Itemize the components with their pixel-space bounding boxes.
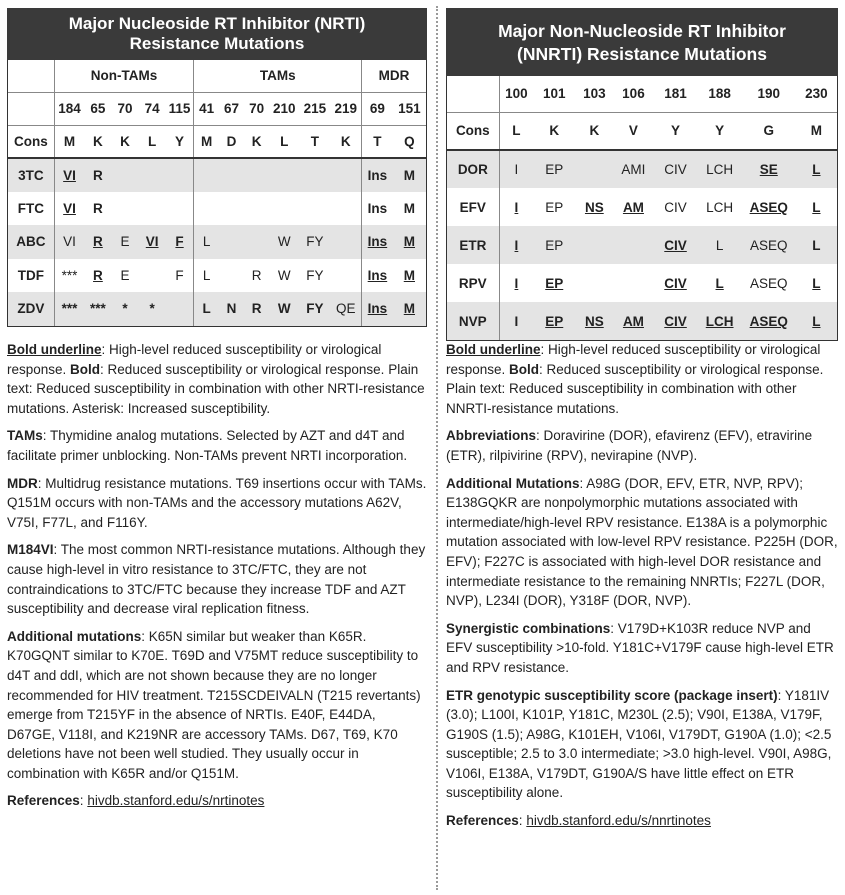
mutation-cell [330, 192, 361, 226]
mutation-cell [299, 158, 330, 192]
cons-cell: Q [393, 125, 426, 158]
position-header: 67 [219, 92, 244, 125]
mutation-cell: ASEQ [742, 302, 796, 340]
nrti-section [7, 8, 427, 809]
mutation-cell: VI [139, 225, 166, 259]
cons-cell: K [533, 112, 575, 150]
mutation-cell: M [393, 225, 426, 259]
mutation-cell: E [111, 225, 138, 259]
mutation-cell: FY [299, 292, 330, 326]
mutation-cell: FY [299, 225, 330, 259]
mutation-cell: CIV [653, 226, 697, 264]
mutation-cell [219, 225, 244, 259]
position-header: 106 [613, 76, 653, 112]
mutation-cell: R [84, 225, 111, 259]
mutation-cell: R [84, 158, 111, 192]
mutation-cell: L [194, 225, 219, 259]
mutation-cell [613, 264, 653, 302]
mutation-cell: R [251, 267, 262, 283]
mutation-cell [139, 259, 166, 293]
mutation-cell: * [139, 292, 166, 326]
cons-cell: V [613, 112, 653, 150]
mutation-cell [166, 192, 194, 226]
mutation-cell: ASEQ [742, 226, 796, 264]
cons-cell: K [330, 125, 361, 158]
table-row [8, 192, 426, 226]
synergistic-paragraph: Synergistic combinations: V179D+K103R reduce NVP and EFV susceptibility >10-fold. Y181C+V179F cause high-level ETR and RPV resistance. [446, 620, 834, 675]
position-header: 184 [54, 92, 84, 125]
mutation-cell [166, 158, 194, 192]
etr-score-paragraph: ETR genotypic susceptibility score (package insert): Y181IV (3.0); L100I, K101P, Y181C, M230L (2.5); V90I, E138A, V179F, G190S (1.5); A98G, K101EH, V106I, V179DT, G190A (1.0); <2.5 susceptible; 2.5 to 3.0 intermediate; >3.0 high-level. V90I, A98G, V106I, E138A, V179DT, G190A/S have little effect on ETR susceptibility alone. [446, 687, 832, 801]
mutation-cell: LCH [698, 150, 742, 188]
mutation-cell: L [202, 267, 211, 283]
m184vi-paragraph: M184VI: The most common NRTI-resistance mutations. Although they cause high-level in vitro resistance to 3TC/FTC, they are not contraindications to 3TC/FTC because they increase TDF and AZT susceptibility and decrease viral replication fitness. [7, 542, 426, 617]
position-header: 65 [84, 92, 111, 125]
position-header: 230 [796, 76, 837, 112]
mutation-cell: W [269, 292, 299, 326]
position-header: 215 [299, 92, 330, 125]
nnrti-title [446, 8, 838, 76]
mutation-cell: L [796, 302, 837, 340]
cons-cell: Y [698, 112, 742, 150]
cons-cell: K [244, 125, 269, 158]
mutation-cell: M [393, 158, 426, 192]
mutation-cell: I [514, 199, 519, 215]
drug-label: EFV [447, 188, 499, 226]
position-header: 188 [698, 76, 742, 112]
mutation-cell: L [812, 275, 821, 291]
mutation-cell: *** [84, 292, 111, 326]
corner-cell [8, 60, 54, 92]
corner-cell [447, 76, 499, 112]
mutation-cell: VI [63, 200, 76, 216]
mutation-cell: E [120, 267, 130, 283]
nnrti-table [447, 76, 837, 340]
mutation-cell [194, 192, 219, 226]
group-header: MDR [362, 60, 426, 92]
mutation-cell [219, 259, 244, 293]
mutation-cell: I [499, 226, 533, 264]
mutation-cell: M [403, 267, 415, 283]
mutation-cell: Ins [362, 158, 393, 192]
mutation-cell: R [93, 200, 103, 216]
cons-cell: M [54, 125, 84, 158]
table-row [8, 158, 426, 192]
drug-label: ETR [447, 226, 499, 264]
group-header: TAMs [194, 60, 362, 92]
cons-cell: Y [653, 112, 697, 150]
mutation-cell: ASEQ [750, 275, 788, 291]
mutation-cell: I [514, 275, 519, 291]
drug-label: NVP [447, 302, 499, 340]
position-header: 100 [499, 76, 533, 112]
mutation-cell [219, 192, 244, 226]
position-header: 103 [575, 76, 613, 112]
legend-paragraph: Bold underline: High-level reduced susceptibility or virological response. Bold: Reduced susceptibility or virological response. Plain text: Reduced susceptibility in combination with other NNRTI-resistance mutations. [446, 342, 824, 416]
mutation-cell [139, 192, 166, 226]
nrti-table [8, 60, 426, 326]
nrti-references-link[interactable]: hivdb.stanford.edu/s/nrtinotes [87, 793, 265, 809]
drug-label: FTC [8, 192, 54, 226]
cons-cell: L [499, 112, 533, 150]
cons-cell: T [362, 125, 393, 158]
mutation-cell: R [93, 267, 103, 283]
drug-label: TDF [8, 259, 54, 293]
position-header: 151 [393, 92, 426, 125]
abbreviations-paragraph: Abbreviations: Doravirine (DOR), efavirenz (EFV), etravirine (ETR), rilpivirine (RPV), nevirapine (NVP). [446, 428, 813, 463]
mutation-cell: I [499, 150, 533, 188]
mutation-cell [330, 259, 361, 293]
references-paragraph: References: hivdb.stanford.edu/s/nnrtinotes [446, 813, 711, 829]
mutation-cell: QE [330, 292, 361, 326]
cons-cell: M [194, 125, 219, 158]
mutation-cell: VI [54, 225, 84, 259]
mutation-cell: F [166, 225, 194, 259]
mutation-cell: N [219, 292, 244, 326]
mutation-cell [575, 150, 613, 188]
drug-label: 3TC [8, 158, 54, 192]
mutation-cell: AM [613, 302, 653, 340]
legend-term: Bold underline [446, 342, 541, 357]
mutation-cell: VI [54, 158, 84, 192]
position-header: 181 [653, 76, 697, 112]
cons-cell: M [796, 112, 837, 150]
position-header: 210 [269, 92, 299, 125]
additional-mutations-paragraph: Additional mutations: K65N similar but weaker than K65R. K70GQNT similar to K70E. T69D and V75MT reduce susceptibility to d4T and ddI, which are not shown because they are no longer recommended for HIV treatment. T215SCDEIVALN (T215 revertants) emerge from T215YF in the absence of NRTIs. E40F, E44DA, D67GE, V118I, and K219NR are accessory TAMs. D67, T69, K70 deletions have not been well studied. They usually occur in combination with K65R and/or Q151M. [7, 628, 421, 781]
table-row [8, 225, 426, 259]
mutation-cell: W [277, 267, 291, 283]
mutation-cell: L [796, 150, 837, 188]
nnrti-notes [446, 340, 838, 839]
drug-label: ZDV [8, 292, 54, 326]
drug-label: DOR [447, 150, 499, 188]
position-header: 70 [111, 92, 138, 125]
mutation-cell: EP [545, 275, 564, 291]
mutation-cell: CIV [653, 150, 697, 188]
mutation-cell: AMI [613, 150, 653, 188]
mutation-cell [139, 158, 166, 192]
mutation-cell: L [812, 199, 821, 215]
references-paragraph: References: hivdb.stanford.edu/s/nrtinotes [7, 793, 265, 809]
nrti-title-line2: Resistance Mutations [129, 34, 305, 53]
position-header: 70 [244, 92, 269, 125]
mutation-cell [330, 158, 361, 192]
cons-cell: K [575, 112, 613, 150]
position-header: 219 [330, 92, 361, 125]
mutation-cell [330, 225, 361, 259]
position-header: 41 [194, 92, 219, 125]
nnrti-section [446, 8, 838, 829]
mutation-cell: * [111, 292, 138, 326]
cons-cell: L [269, 125, 299, 158]
mutation-cell: CIV [664, 199, 687, 215]
nnrti-title-line2: (NNRTI) Resistance Mutations [517, 44, 767, 64]
mutation-cell [244, 192, 269, 226]
mutation-cell [244, 158, 269, 192]
legend-term: Bold underline [7, 342, 102, 357]
mutation-cell: M [403, 200, 415, 216]
mutation-cell [111, 192, 138, 226]
drug-label: RPV [447, 264, 499, 302]
tams-paragraph: TAMs: Thymidine analog mutations. Selected by AZT and d4T and facilitate primer unblocking. Non-TAMs prevent NRTI incorporation. [7, 428, 408, 463]
cons-cell: T [299, 125, 330, 158]
cons-label: Cons [8, 125, 54, 158]
mutation-cell: ASEQ [749, 199, 788, 215]
mutation-cell: *** [54, 292, 84, 326]
mutation-cell: EP [533, 302, 575, 340]
nnrti-references-link[interactable]: hivdb.stanford.edu/s/nnrtinotes [526, 813, 711, 829]
legend-paragraph: Bold underline: High-level reduced susceptibility or virological response. Bold: Reduced susceptibility or virological response. Plain text: Reduced susceptibility in combination with other NRTI-resistance mutations. Asterisk: Increased susceptibility. [7, 342, 425, 416]
mutation-cell: CIV [653, 302, 697, 340]
group-header: Non-TAMs [54, 60, 194, 92]
mutation-cell: NS [575, 302, 613, 340]
table-row [447, 188, 837, 226]
position-header: 69 [362, 92, 393, 125]
column-divider [436, 6, 438, 890]
table-row [447, 150, 837, 188]
mutation-cell [166, 292, 194, 326]
mutation-cell: Ins [367, 267, 388, 283]
table-row [447, 302, 837, 340]
mutation-cell: EP [533, 150, 575, 188]
mutation-cell: SE [742, 150, 796, 188]
mutation-cell: F [166, 259, 194, 293]
nrti-notes [7, 340, 427, 819]
mutation-cell: Ins [362, 225, 393, 259]
position-header: 190 [742, 76, 796, 112]
mutation-cell: I [499, 302, 533, 340]
mutation-cell: NS [584, 199, 604, 215]
drug-label: ABC [8, 225, 54, 259]
mutation-cell [299, 192, 330, 226]
mutation-cell: AM [622, 199, 644, 215]
mutation-cell: Ins [362, 292, 393, 326]
table-row [8, 259, 426, 293]
mutation-cell: Ins [367, 200, 388, 216]
mutation-cell [219, 158, 244, 192]
table-row [8, 292, 426, 326]
mutation-cell [613, 226, 653, 264]
mutation-cell [111, 158, 138, 192]
nnrti-title-line1: Major Non-Nucleoside RT Inhibitor [498, 21, 786, 41]
table-row [447, 264, 837, 302]
mutation-cell [194, 158, 219, 192]
position-header: 74 [139, 92, 166, 125]
mutation-cell: FY [306, 267, 324, 283]
nrti-title-line1: Major Nucleoside RT Inhibitor (NRTI) [68, 14, 366, 33]
cons-cell: K [111, 125, 138, 158]
mdr-paragraph: MDR: Multidrug resistance mutations. T69 insertions occur with TAMs. Q151M occurs with non-TAMs and the accessory mutations A62V, V75I, F77L, and F116Y. [7, 475, 427, 530]
cons-cell: G [742, 112, 796, 150]
mutation-cell: LCH [698, 302, 742, 340]
mutation-cell: LCH [706, 199, 734, 215]
mutation-cell: CIV [664, 275, 687, 291]
cons-cell: D [219, 125, 244, 158]
mutation-cell: *** [61, 267, 78, 283]
mutation-cell [269, 158, 299, 192]
cons-cell: Y [166, 125, 194, 158]
mutation-cell: R [244, 292, 269, 326]
cons-cell: L [139, 125, 166, 158]
mutation-cell [269, 192, 299, 226]
mutation-cell: L [194, 292, 219, 326]
mutation-cell [575, 226, 613, 264]
mutation-cell: W [269, 225, 299, 259]
mutation-cell [575, 264, 613, 302]
cons-label: Cons [447, 112, 499, 150]
additional-mutations-paragraph: Additional Mutations: A98G (DOR, EFV, ETR, NVP, RPV); E138GQKR are nonpolymorphic mutations associated with intermediate/high-level RPV resistance. E138A is a polymorphic mutation associated with low-level RPV resistance. P225H (DOR, EFV); F227C is associated with high-level DOR resistance and intermediate resistance to the remaining NNRTIs; F227L (DOR, NVP), L234I (DOR), Y318F (DOR, NVP). [446, 475, 838, 609]
mutation-cell: L [796, 226, 837, 264]
mutation-cell: EP [533, 226, 575, 264]
mutation-cell: L [698, 226, 742, 264]
table-row [447, 226, 837, 264]
position-header: 101 [533, 76, 575, 112]
mutation-cell: EP [545, 199, 564, 215]
mutation-cell [244, 225, 269, 259]
position-header: 115 [166, 92, 194, 125]
mutation-cell: L [715, 275, 724, 291]
cons-cell: K [84, 125, 111, 158]
nrti-title [7, 8, 427, 60]
mutation-cell: M [393, 292, 426, 326]
